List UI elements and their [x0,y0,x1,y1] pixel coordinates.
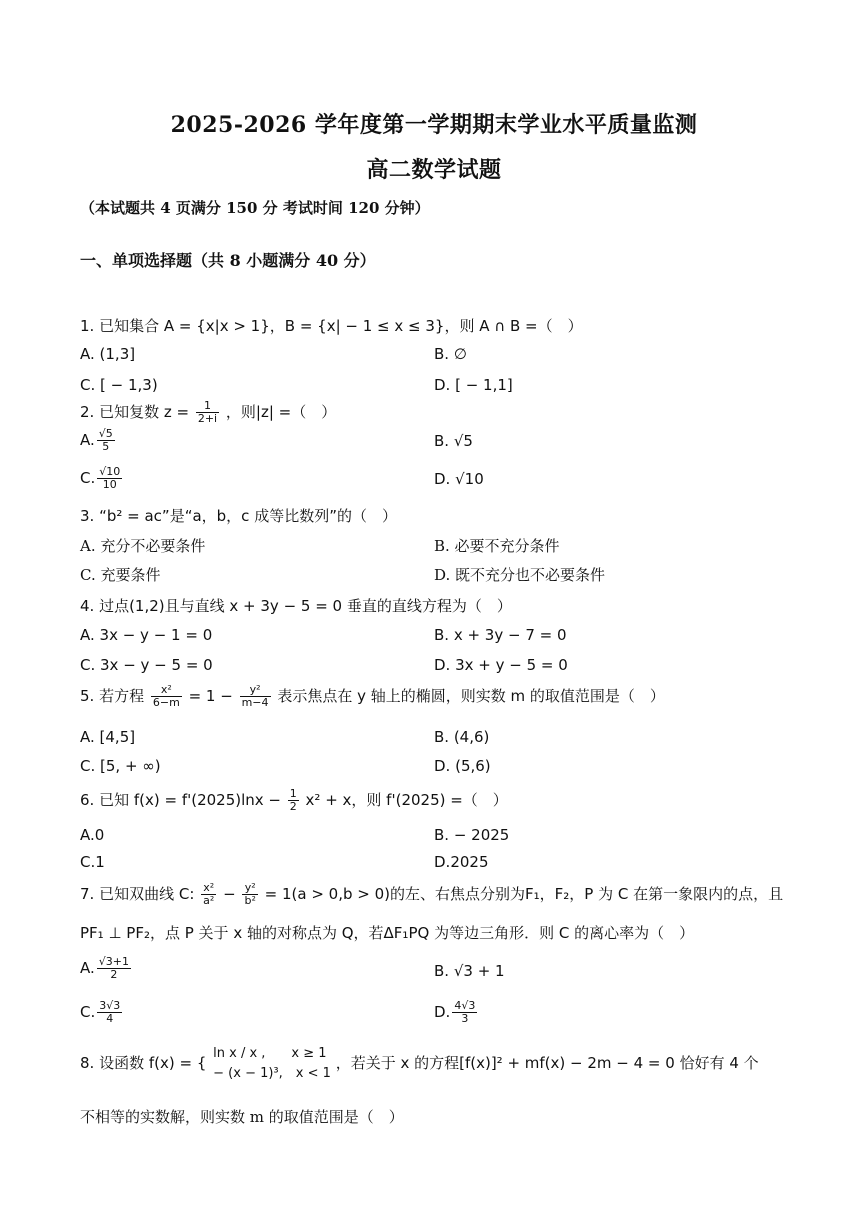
q6-option-c[interactable]: C.1 [80,853,105,871]
question-4-stem: 4. 过点(1,2)且与直线 x + 3y − 5 = 0 垂直的直线方程为（ ） [80,597,512,615]
q3-option-c[interactable]: C. 充要条件 [80,566,161,584]
question-5-stem: 5. 若方程 $\frac{\text{x²}}{6-m}$ = 1 − $\frac{\text{y²}}{m-4}$ 表示焦点在 y 轴上的椭圆，则实数 m 的取值范围是（ ） [80,683,665,710]
question-3-stem: 3. “b² = ac”是“a，b，c 成等比数列”的（ ） [80,507,397,525]
q4-option-c[interactable]: C. 3x − y − 5 = 0 [80,656,213,674]
piecewise-function: ln x / x , x ≥ 1 − (x − 1)³, x < 1 [213,1046,331,1081]
q2-option-c[interactable]: C. $\frac{√10}{10}$ [80,465,121,492]
q6-option-b[interactable]: B. − 2025 [434,826,510,844]
question-6-stem: 6. 已知 f(x) = f'(2025)lnx − $\frac{1}{2}$ x² + x，则 f'(2025) =（ ） [80,787,508,814]
q7-option-b[interactable]: B. √3 + 1 [434,962,505,980]
question-8-stem: 8. 设函数 f(x) = { ln x / x , x ≥ 1 − (x − 1)³, x < 1 ，若关于 x 的方程[f(x)]² + mf(x) − 2m − 4 = 0 恰好有 4 个 [80,1044,759,1083]
q2-option-a[interactable]: A. $\frac{√5}{5}$ [80,427,113,454]
question-7-stem: 7. 已知双曲线 C: $\frac{\text{x²}}{\text{a²}}$ − $\frac{\text{y²}}{\text{b²}}$ = 1(a > 0,b > 0)的左、右焦点分别为F₁，F₂，P 为 C 在第一象限内的点，且 [80,881,784,908]
exam-title: 2025-2026 学年度第一学期期末学业水平质量监测 [170,112,698,138]
q5-option-d[interactable]: D. (5,6) [434,757,491,775]
q4-option-a[interactable]: A. 3x − y − 1 = 0 [80,626,213,644]
q1-option-c[interactable]: C. [ − 1,3) [80,376,158,394]
q7-option-a[interactable]: A. $\frac{√3+1}{2}$ [80,955,129,982]
section-heading: 一、单项选择题（共 8 小题满分 40 分） [80,251,376,270]
question-7-stem-line2: PF₁ ⊥ PF₂，点 P 关于 x 轴的对称点为 Q，若ΔF₁PQ 为等边三角形．则 C 的离心率为（ ） [80,924,695,942]
q3-option-a[interactable]: A. 充分不必要条件 [80,537,206,555]
q5-option-c[interactable]: C. [5, + ∞) [80,757,161,775]
q2-option-b[interactable]: B. √5 [434,432,473,450]
q6-option-d[interactable]: D.2025 [434,853,489,871]
exam-subtitle: 高二数学试题 [366,157,502,183]
exam-meta: （本试题共 4 页满分 150 分 考试时间 120 分钟） [80,199,430,217]
question-2-stem: 2. 已知复数 z = $\frac{1}{2+i}$ ，则|z| =（ ） [80,399,337,426]
q4-option-b[interactable]: B. x + 3y − 7 = 0 [434,626,567,644]
q7-option-c[interactable]: C. $\frac{3√3}{4}$ [80,999,121,1026]
q3-option-d[interactable]: D. 既不充分也不必要条件 [434,566,606,584]
question-1-stem: 1. 已知集合 A = {x|x > 1}，B = {x| − 1 ≤ x ≤ 3}，则 A ∩ B =（ ） [80,317,583,335]
q1-option-a[interactable]: A. (1,3] [80,345,136,363]
q1-option-b[interactable]: B. ∅ [434,345,467,363]
q4-option-d[interactable]: D. 3x + y − 5 = 0 [434,656,568,674]
q7-option-d[interactable]: D. $\frac{4√3}{3}$ [434,999,476,1026]
question-8-stem-line2: 不相等的实数解，则实数 m 的取值范围是（ ） [80,1108,404,1126]
q3-option-b[interactable]: B. 必要不充分条件 [434,537,560,555]
q1-option-d[interactable]: D. [ − 1,1] [434,376,513,394]
q5-option-b[interactable]: B. (4,6) [434,728,490,746]
q2-option-d[interactable]: D. √10 [434,470,484,488]
q5-option-a[interactable]: A. [4,5] [80,728,136,746]
q6-option-a[interactable]: A.0 [80,826,105,844]
q2-fraction: $\frac{1}{2+i}$ [197,399,218,426]
